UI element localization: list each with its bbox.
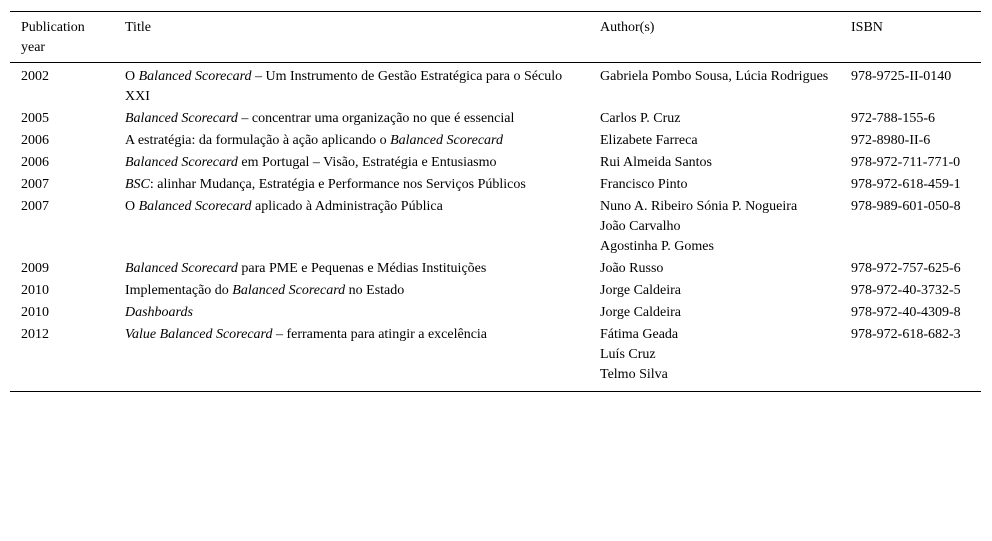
cell-publication-year: 2010	[21, 305, 49, 320]
table-row	[10, 131, 981, 153]
title-segment: – concentrar uma organização no que é essencial	[237, 111, 515, 126]
header-isbn: ISBN	[851, 20, 883, 35]
title-italic-segment: Balanced Scorecard	[390, 133, 503, 148]
title-italic-segment: Balanced Scorecard	[125, 261, 238, 276]
table-row	[10, 109, 981, 131]
title-italic-segment: Balanced Scorecard	[125, 155, 238, 170]
author-name: Francisco Pinto	[600, 177, 688, 192]
cell-title	[114, 303, 589, 325]
author-name: Carlos P. Cruz	[600, 111, 681, 126]
author-name: Luís Cruz	[600, 347, 656, 362]
cell-title	[114, 197, 589, 259]
cell-authors	[589, 63, 840, 110]
cell-title	[114, 259, 589, 281]
cell-isbn: 978-972-40-4309-8	[851, 305, 961, 320]
cell-isbn: 978-972-618-682-3	[851, 327, 961, 342]
header-authors: Author(s)	[600, 20, 655, 35]
cell-authors	[589, 197, 840, 259]
cell-authors	[589, 175, 840, 197]
table-row	[10, 153, 981, 175]
title-segment: A estratégia: da formulação à ação aplicando o	[125, 133, 391, 148]
title-segment: em Portugal – Visão, Estratégia e Entusiasmo	[237, 155, 497, 170]
cell-isbn: 978-972-757-625-6	[851, 261, 961, 276]
cell-isbn: 978-972-40-3732-5	[851, 283, 961, 298]
cell-title	[114, 153, 589, 175]
cell-authors	[589, 109, 840, 131]
cell-authors	[589, 281, 840, 303]
cell-authors	[589, 153, 840, 175]
cell-publication-year: 2002	[21, 69, 49, 84]
cell-title	[114, 325, 589, 392]
title-italic-segment: Value Balanced Scorecard	[125, 327, 273, 342]
cell-authors	[589, 325, 840, 392]
table-body	[10, 63, 981, 392]
table-header-row	[10, 12, 981, 63]
cell-title	[114, 131, 589, 153]
cell-publication-year: 2006	[21, 133, 49, 148]
cell-title	[114, 175, 589, 197]
author-name: Fátima Geada	[600, 327, 679, 342]
title-italic-segment: Balanced Scorecard	[232, 283, 346, 298]
title-italic-segment: Dashboards	[125, 305, 193, 320]
title-segment: O	[125, 69, 139, 84]
title-segment: Implementação do	[125, 283, 233, 298]
author-name: Rui Almeida Santos	[600, 155, 712, 170]
table-row	[10, 175, 981, 197]
cell-isbn: 978-989-601-050-8	[851, 199, 961, 214]
author-name: João Russo	[600, 261, 664, 276]
author-name: Agostinha P. Gomes	[600, 239, 714, 254]
author-name: Jorge Caldeira	[600, 283, 681, 298]
cell-title	[114, 63, 589, 110]
cell-authors	[589, 259, 840, 281]
title-segment: O	[125, 199, 139, 214]
title-segment: para PME e Pequenas e Médias Instituições	[237, 261, 487, 276]
cell-publication-year: 2009	[21, 261, 49, 276]
title-italic-segment: Balanced Scorecard	[138, 69, 252, 84]
title-segment: no Estado	[345, 283, 405, 298]
title-italic-segment: Balanced Scorecard	[138, 199, 252, 214]
cell-authors	[589, 131, 840, 153]
title-italic-segment: BSC	[125, 177, 150, 192]
publications-table	[10, 11, 981, 392]
author-name: Jorge Caldeira	[600, 305, 681, 320]
cell-publication-year: 2007	[21, 199, 49, 214]
table-row	[10, 303, 981, 325]
table-row	[10, 259, 981, 281]
table-row	[10, 197, 981, 259]
cell-isbn: 978-9725-II-0140	[851, 69, 952, 84]
title-segment: – ferramenta para atingir a excelência	[272, 327, 488, 342]
author-name: Elizabete Farreca	[600, 133, 698, 148]
cell-publication-year: 2006	[21, 155, 49, 170]
author-name: Nuno A. Ribeiro Sónia P. Nogueira	[600, 199, 798, 214]
title-italic-segment: Balanced Scorecard	[125, 111, 238, 126]
cell-isbn: 978-972-618-459-1	[851, 177, 961, 192]
author-name: Telmo Silva	[600, 367, 668, 382]
cell-isbn: 972-788-155-6	[851, 111, 935, 126]
cell-title	[114, 281, 589, 303]
author-name: Gabriela Pombo Sousa, Lúcia Rodrigues	[600, 69, 829, 84]
title-segment: – Um Instrumento de Gestão Estratégica para o Século XXI	[125, 69, 563, 104]
table-row	[10, 325, 981, 392]
cell-publication-year: 2012	[21, 327, 49, 342]
header-publication-year: Publication year	[21, 20, 85, 55]
cell-publication-year: 2005	[21, 111, 49, 126]
table-row	[10, 281, 981, 303]
title-segment: : alinhar Mudança, Estratégia e Performance nos Serviços Públicos	[149, 177, 526, 192]
title-segment: aplicado à Administração Pública	[251, 199, 443, 214]
publications-table-container	[10, 11, 981, 392]
table-row	[10, 63, 981, 110]
author-name: João Carvalho	[600, 219, 681, 234]
cell-title	[114, 109, 589, 131]
cell-publication-year: 2010	[21, 283, 49, 298]
cell-isbn: 972-8980-II-6	[851, 133, 931, 148]
cell-publication-year: 2007	[21, 177, 49, 192]
cell-authors	[589, 303, 840, 325]
cell-isbn: 978-972-711-771-0	[851, 155, 961, 170]
header-title: Title	[125, 20, 151, 35]
